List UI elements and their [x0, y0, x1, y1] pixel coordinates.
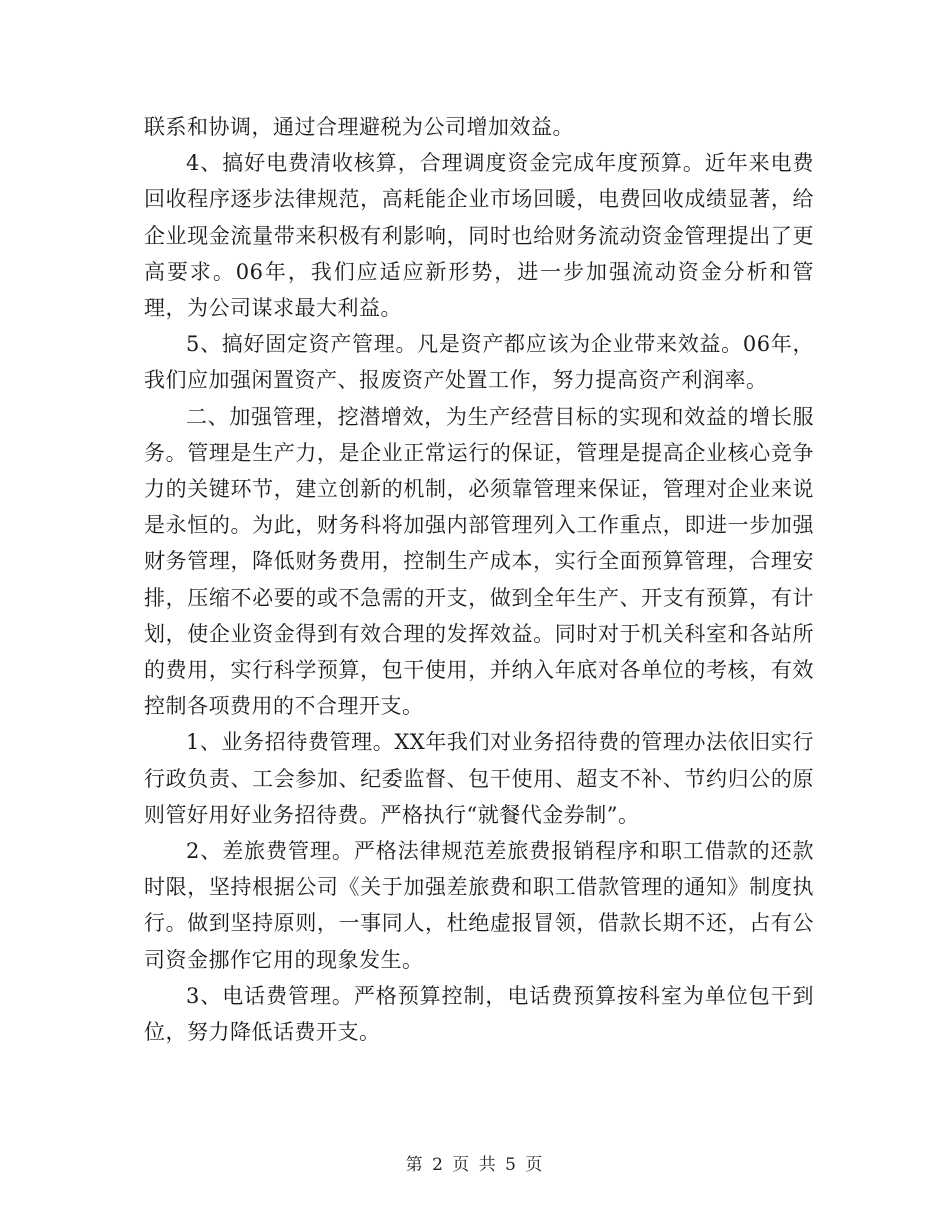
- paragraph-management-section: 二、加强管理，挖潜增效，为生产经营目标的实现和效益的增长服务。管理是生产力，是企业正常运行的保证，管理是提高企业核心竞争力的关键环节，建立创新的机制，必须靠管理来保证，管理对企业来说是永恒的。为此，财务科将加强内部管理列入工作重点，即进一步加强财务管理，降低财务费用，控制生产成本，实行全面预算管理，合理安排，压缩不必要的或不急需的开支，做到全年生产、开支有预算，有计划，使企业资金得到有效合理的发挥效益。同时对于机关科室和各站所的费用，实行科学预算，包干使用，并纳入年底对各单位的考核，有效控制各项费用的不合理开支。: [144, 404, 814, 719]
- paragraph-fixed-assets: 5、搞好固定资产管理。凡是资产都应该为企业带来效益。06年，我们应加强闲置资产、报废资产处置工作，努力提高资产利润率。: [144, 332, 814, 393]
- paragraph-travel-expense: 2、差旅费管理。严格法律规范差旅费报销程序和职工借款的还款时限，坚持根据公司《关于加强差旅费和职工借款管理的通知》制度执行。做到坚持原则，一事同人，杜绝虚报冒领，借款长期不还，占有公司资金挪作它用的现象发生。: [144, 839, 814, 972]
- paragraph-electricity-fee: 4、搞好电费清收核算，合理调度资金完成年度预算。近年来电费回收程序逐步法律规范，高耗能企业市场回暖，电费回收成绩显著，给企业现金流量带来积极有利影响，同时也给财务流动资金管理提出了更高要求。06年，我们应适应新形势，进一步加强流动资金分析和管理，为公司谋求最大利益。: [144, 151, 814, 321]
- page-footer: 第 2 页 共 5 页: [405, 1155, 545, 1175]
- paragraph-continuation: 联系和协调，通过合理避税为公司增加效益。: [144, 115, 574, 139]
- paragraph-telephone-fee: 3、电话费管理。严格预算控制，电话费预算按科室为单位包干到位，努力降低话费开支。: [144, 983, 814, 1045]
- paragraph-entertainment-fee: 1、业务招待费管理。XX年我们对业务招待费的管理办法依旧实行行政负责、工会参加、纪委监督、包干使用、超支不补、节约归公的原则管好用好业务招待费。严格执行“就餐代金券制”。: [144, 730, 814, 827]
- document-body: [144, 109, 814, 1050]
